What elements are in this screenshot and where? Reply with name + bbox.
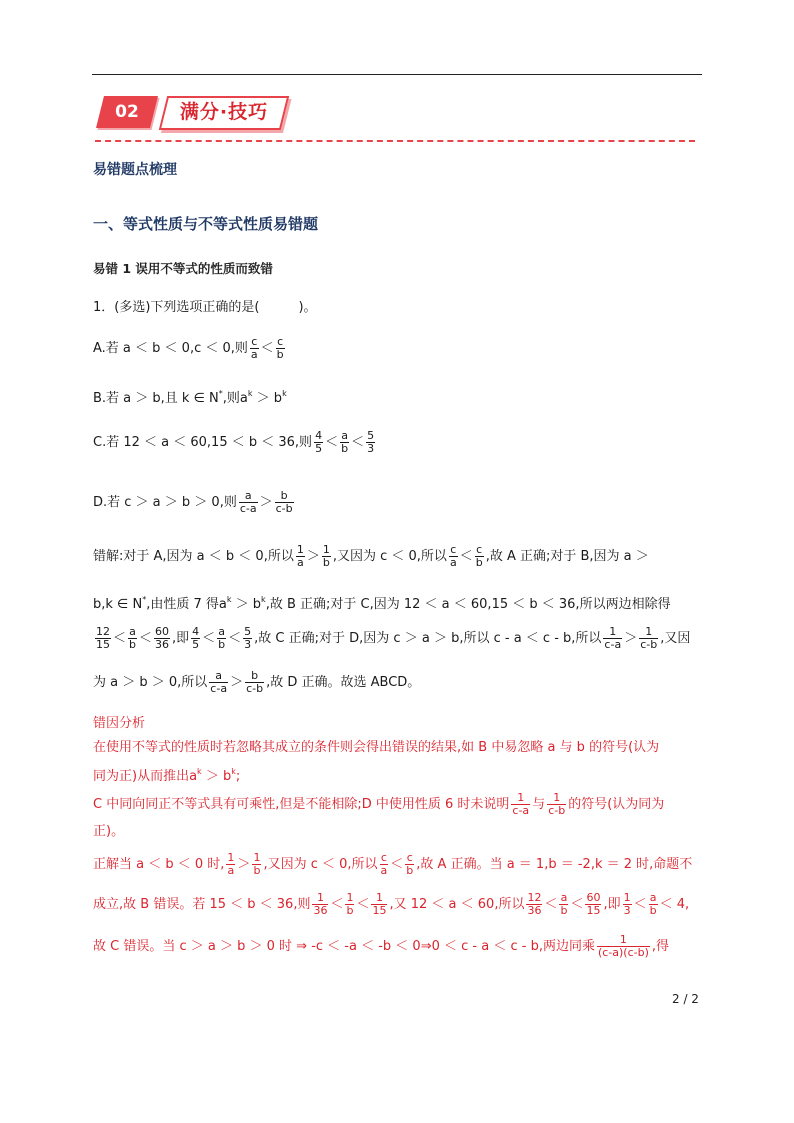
fraction: $\frac{c}{a}$	[250, 335, 258, 361]
mistake-heading: 易错 1 误用不等式的性质而致错	[93, 261, 273, 276]
analysis-p2-line1: C 中同向同正不等式具有可乘性,但是不能相除;D 中使用性质 6 时未说明 $\frac{1}{c-a}$ 与 $\frac{1}{c-b}$ 的符号(认为同为	[93, 791, 665, 817]
main-heading: 易错题点梳理	[93, 162, 177, 178]
fraction: $\frac{b}{c-b}$	[275, 489, 293, 515]
top-rule	[92, 74, 702, 75]
question-stem: 1．(多选)下列选项正确的是( )。	[93, 300, 317, 315]
section-title: 满分·技巧	[179, 101, 269, 123]
correct-solution-line-3: 故 C 错误。当 c ＞ a ＞ b ＞ 0 时 ⇒ -c ＜ -a ＜ -b ＜ 0⇒0 ＜ c - a ＜ c - b,两边同乘 $\frac{1}{(c-a)(c-b)}$ ,得	[93, 933, 670, 959]
fraction: $\frac{c}{b}$	[276, 335, 284, 361]
analysis-p2-line2: 正)。	[93, 824, 125, 839]
wrong-solution-line-4: 为 a ＞ b ＞ 0,所以 $\frac{a}{c-a}$ ＞ $\frac{b}{c-b}$ ,故 D 正确。故选 ABCD。	[93, 669, 421, 695]
option-c: C.若 12 ＜ a ＜ 60,15 ＜ b ＜ 36,则 $\frac{4}{5}$ ＜ $\frac{a}{b}$ ＜ $\frac{5}{3}$	[93, 429, 375, 455]
wrong-solution-line-3: $\frac{12}{15}$ ＜ $\frac{a}{b}$ ＜ $\frac{60}{36}$ ,即 $\frac{4}{5}$ ＜ $\frac{a}{b}$ ＜ $\frac{5}{3}$ ,故 C 正确;对于 D,因为 c ＞ a ＞ b,所以 c - a ＜ c - b,所以 $\frac{1}{c-a}$ ＞ $\frac{1}{c-b}$ ,又因	[96, 625, 691, 651]
correct-solution-line-2: 成立,故 B 错误。若 15 ＜ b ＜ 36,则 $\frac{1}{36}$ ＜ $\frac{1}{b}$ ＜ $\frac{1}{15}$ ,又 12 ＜ a ＜ 60,所以 $\frac{12}{36}$ ＜ $\frac{a}{b}$ ＜ $\frac{60}{15}$ ,即 $\frac{1}{3}$ ＜ $\frac{a}{b}$ ＜ 4,	[93, 891, 690, 917]
fraction: $\frac{4}{5}$	[315, 429, 323, 455]
option-d: D.若 c ＞ a ＞ b ＞ 0,则 $\frac{a}{c-a}$ ＞ $\frac{b}{c-b}$	[93, 489, 293, 515]
analysis-p1-line1: 在使用不等式的性质时若忽略其成立的条件则会得出错误的结果,如 B 中易忽略 a 与 b 的符号(认为	[93, 740, 660, 755]
section-number: 02	[115, 102, 139, 122]
part-heading: 一、等式性质与不等式性质易错题	[93, 215, 319, 233]
fraction: $\frac{a}{b}$	[341, 429, 349, 455]
analysis-title: 错因分析	[93, 716, 146, 731]
wrong-solution-line-2: b,k ∈ N*,由性质 7 得$a^k > b^k$,故 B 正确;对于 C,因为 12 ＜ a ＜ 60,15 ＜ b ＜ 36,所以两边相除得	[93, 595, 671, 612]
analysis-p1-line2: 同为正)从而推出$a^k > b^k$;	[93, 767, 241, 784]
correct-solution-line-1: 正解当 a ＜ b ＜ 0 时, $\frac{1}{a}$ ＞ $\frac{1}{b}$ ,又因为 c ＜ 0,所以 $\frac{c}{a}$ ＜ $\frac{c}{b}$ ,故 A 正确。当 a ＝ 1,b ＝ -2,k ＝ 2 时,命题不	[93, 851, 693, 877]
fraction: $\frac{5}{3}$	[367, 429, 375, 455]
option-b: B.若 a ＞ b,且 k ∈ N*,则$a^k > b^k$	[93, 389, 287, 406]
fraction: $\frac{a}{c-a}$	[239, 489, 257, 515]
page-number: 2 / 2	[672, 992, 699, 1006]
option-a: A.若 a ＜ b ＜ 0,c ＜ 0,则 $\frac{c}{a}$ ＜ $\frac{c}{b}$	[93, 335, 284, 361]
wrong-solution-line-1: 错解:对于 A,因为 a ＜ b ＜ 0,所以 $\frac{1}{a}$ ＞ $\frac{1}{b}$ ,又因为 c ＜ 0,所以 $\frac{c}{a}$ ＜ $\frac{c}{b}$ ,故 A 正确;对于 B,因为 a ＞	[93, 543, 649, 569]
dashed-divider	[95, 140, 695, 142]
section-banner	[95, 96, 295, 130]
